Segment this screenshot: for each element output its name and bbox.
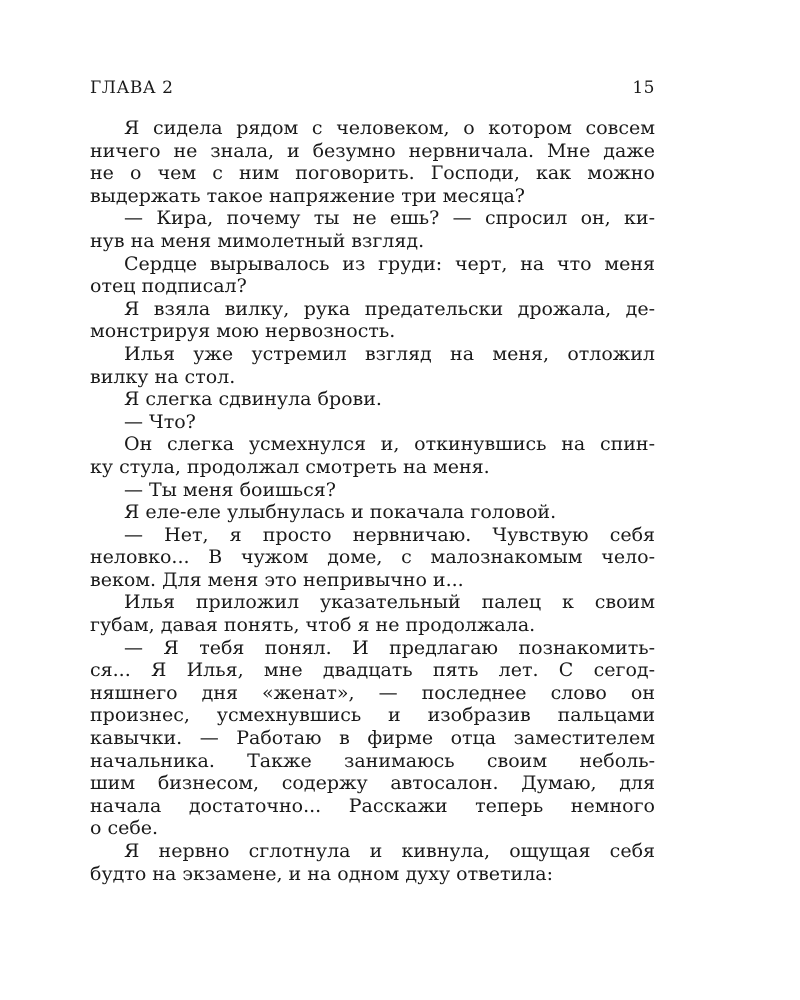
chapter-title: ГЛАВА 2	[90, 78, 174, 98]
text-line: Я нервно сглотнула и кивнула, ощущая себя	[124, 840, 655, 862]
text-line: веком. Для меня это непривычно и...	[90, 568, 464, 591]
text-line: вилку на стол.	[90, 365, 236, 388]
paragraph	[90, 591, 655, 636]
body-text	[90, 117, 655, 885]
text-line: о себе.	[90, 817, 159, 840]
paragraph	[90, 117, 655, 207]
text-line: кавычки. — Работаю в фирме отца заместителем	[90, 727, 655, 750]
text-line: Я сидела рядом с человеком, о котором совсем	[124, 117, 655, 139]
text-line: ничего не знала, и безумно нервничала. Мне даже	[90, 139, 655, 162]
paragraph	[90, 343, 655, 388]
text-line: начальника. Также занимаюсь своим неболь-	[90, 749, 655, 772]
book-page	[90, 0, 655, 1000]
text-line: Илья уже устремил взгляд на меня, отложил	[124, 342, 655, 365]
page-number: 15	[632, 78, 655, 98]
paragraph	[90, 411, 655, 434]
running-head	[90, 78, 655, 100]
text-line: отец подписал?	[90, 275, 247, 298]
text-line: — Я тебя понял. И предлагаю познакомить-	[124, 636, 655, 659]
paragraph	[90, 388, 655, 411]
text-line: — Нет, я просто нервничаю. Чувствую себя	[124, 523, 655, 546]
text-line: неловко... В чужом доме, с малознакомым чело-	[90, 546, 655, 569]
text-line: Он слегка усмехнулся и, откинувшись на спин-	[124, 433, 655, 456]
text-line: Я еле-еле улыбнулась и покачала головой.	[124, 501, 557, 524]
paragraph	[90, 524, 655, 592]
text-line: шим бизнесом, содержу автосалон. Думаю, для	[90, 772, 655, 795]
text-line: Я взяла вилку, рука предательски дрожала, де-	[124, 297, 655, 320]
text-line: губам, давая понять, чтоб я не продолжала.	[90, 614, 536, 637]
paragraph	[90, 253, 655, 298]
paragraph	[90, 479, 655, 502]
text-line: начала достаточно... Расскажи теперь немного	[90, 794, 655, 817]
text-line: Я слегка сдвинула брови.	[124, 388, 382, 411]
paragraph	[90, 637, 655, 840]
text-line: будто на экзамене, и на одном духу ответила:	[90, 862, 554, 885]
text-line: ся... Я Илья, мне двадцать пять лет. С сегод-	[90, 659, 655, 682]
text-line: монстрируя мою нервозность.	[90, 320, 396, 343]
text-line: Сердце вырывалось из груди: черт, на что меня	[124, 252, 655, 275]
text-line: выдержать такое напряжение три месяца?	[90, 184, 525, 207]
text-line: Илья приложил указательный палец к своим	[124, 591, 655, 614]
paragraph	[90, 433, 655, 478]
paragraph	[90, 501, 655, 524]
text-line: — Что?	[124, 410, 196, 433]
text-line: — Кира, почему ты не ешь? — спросил он, ки-	[124, 207, 655, 230]
text-line: — Ты меня боишься?	[124, 478, 336, 501]
text-line: ку стула, продолжал смотреть на меня.	[90, 455, 490, 478]
paragraph	[90, 207, 655, 252]
text-line: няшнего дня «женат», — последнее слово он	[90, 681, 655, 704]
text-line: нув на меня мимолетный взгляд.	[90, 229, 425, 252]
paragraph	[90, 840, 655, 885]
text-line: не о чем с ним поговорить. Господи, как можно	[90, 162, 655, 185]
text-line: произнес, усмехнувшись и изобразив пальцами	[90, 704, 655, 727]
paragraph	[90, 298, 655, 343]
